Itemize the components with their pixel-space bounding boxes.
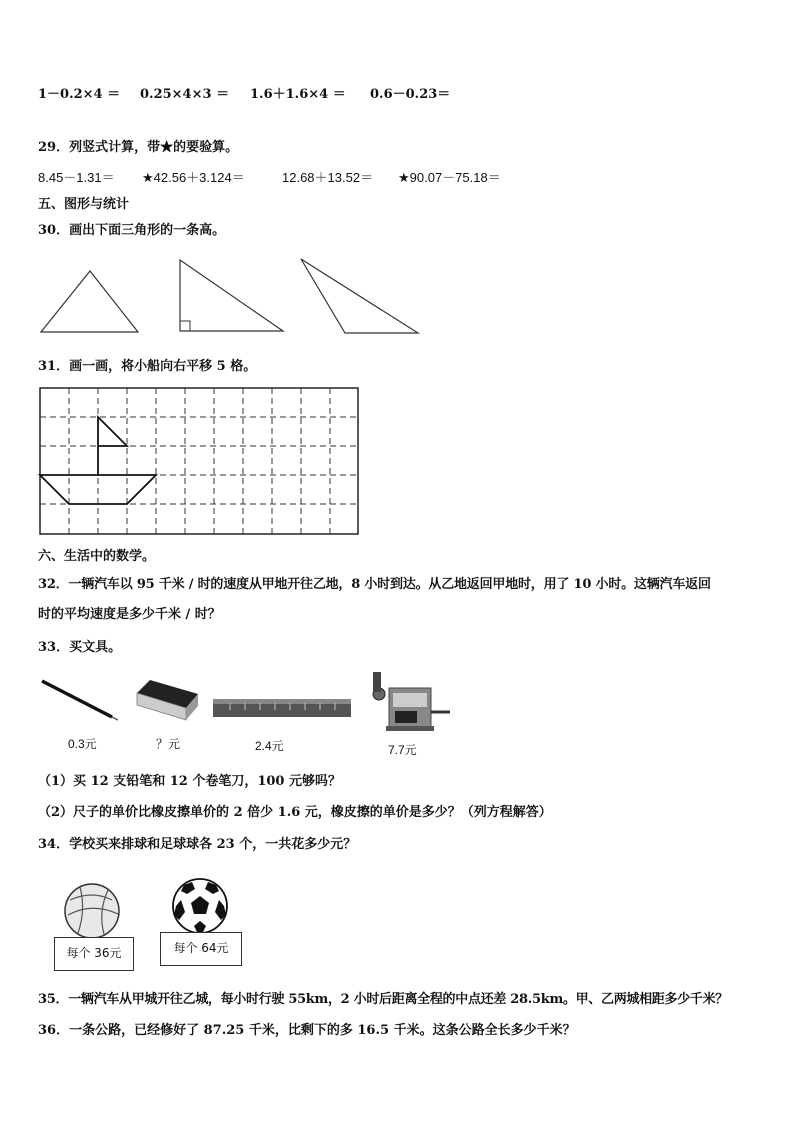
soccer-ball-icon [173, 879, 227, 933]
calc-item-3: 1.6＋1.6×4 ＝ [250, 87, 346, 102]
section6-heading: 六、生活中的数学。 [38, 549, 156, 564]
q34-title: 34．学校买来排球和足球球各 23 个，一共花多少元？ [38, 837, 357, 852]
price-pencil: 0.3元 [68, 737, 97, 751]
price-sharpener: 7.7元 [388, 743, 417, 757]
q29-item-4: ★90.07－75.18＝ [398, 170, 501, 185]
q33-title: 33．买文具。 [38, 640, 122, 655]
calc-item-4: 0.6－0.23＝ [370, 87, 451, 102]
calc-item-2: 0.25×4×3 ＝ [140, 87, 230, 102]
q30-title: 30．画出下面三角形的一条高。 [38, 223, 226, 238]
price-ruler: 2.4元 [255, 739, 284, 753]
q35-text: 35．一辆汽车从甲城开往乙城，每小时行驶 55km，2 小时后距离全程的中点还差 28.5km。甲、乙两城相距多少千米？ [38, 992, 728, 1007]
q29-item-1: 8.45－1.31＝ [38, 170, 115, 185]
q32-line2: 时的平均速度是多少千米 / 时？ [38, 607, 221, 622]
price-box-soccer: 每个 64元 [160, 932, 242, 966]
q29-item-2: ★42.56＋3.124＝ [142, 170, 245, 185]
q29-item-3: 12.68＋13.52＝ [282, 170, 374, 185]
price-box-volleyball: 每个 36元 [54, 937, 134, 971]
q29-title: 29．列竖式计算，带★的要验算。 [38, 140, 239, 155]
volleyball-icon [65, 884, 119, 938]
q31-title: 31．画一画，将小船向右平移 5 格。 [38, 359, 257, 374]
q33-sub1: （1）买 12 支铅笔和 12 个卷笔刀，100 元够吗？ [38, 774, 341, 789]
q36-text: 36．一条公路，已经修好了 87.25 千米，比剩下的多 16.5 千米。这条公路全长多少千米？ [38, 1023, 576, 1038]
price-eraser: ？元 [156, 737, 181, 751]
q32-line1: 32．一辆汽车以 95 千米 / 时的速度从甲地开往乙地，8 小时到达。从乙地返回甲地时，用了 10 小时。这辆汽车返回 [38, 577, 711, 592]
calc-item-1: 1－0.2×4 ＝ [38, 87, 121, 102]
section5-heading: 五、图形与统计 [38, 197, 130, 212]
q33-sub2: （2）尺子的单价比橡皮擦单价的 2 倍少 1.6 元，橡皮擦的单价是多少？（列方程解答） [38, 805, 552, 820]
